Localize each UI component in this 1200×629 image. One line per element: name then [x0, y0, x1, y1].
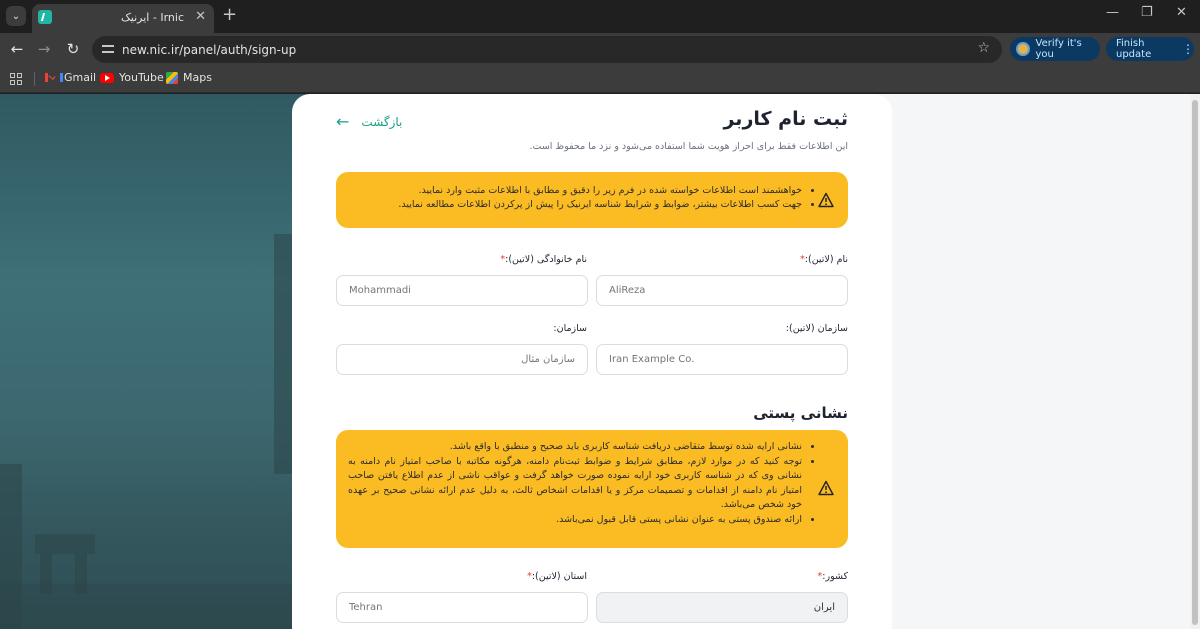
page-title: ثبت نام کاربر	[723, 108, 848, 130]
back-arrow-icon[interactable]: ←	[10, 40, 24, 58]
address-bar[interactable]	[92, 36, 1002, 63]
info-notice-alert	[336, 172, 848, 228]
restore-icon[interactable]: ❐	[1141, 5, 1153, 20]
tab-close-icon[interactable]: ✕	[195, 9, 206, 24]
notice-item: • جهت کسب اطلاعات بیشتر، ضوابط و شرایط شناسه ایرنیک را پیش از پرکردن اطلاعات مطالعه نمایید.	[348, 198, 802, 212]
tab-search-button[interactable]: ⌄	[6, 6, 26, 26]
label-text: کشور:	[822, 571, 848, 582]
org-input[interactable]	[336, 344, 588, 375]
postal-section-title: نشانی پستی	[753, 404, 848, 422]
last-name-input[interactable]	[336, 275, 588, 306]
page-subtitle: این اطلاعات فقط برای احراز هویت شما استفاده می‌شود و نزد ما محفوظ است.	[529, 141, 848, 152]
gmail-icon	[45, 73, 59, 83]
new-tab-button[interactable]: +	[222, 4, 238, 25]
bookmark-star-icon[interactable]: ☆	[977, 40, 990, 56]
org-latin-input[interactable]	[596, 344, 848, 375]
first-name-input[interactable]	[596, 275, 848, 306]
finish-update-button[interactable]	[1106, 37, 1194, 61]
required-mark: *	[527, 571, 532, 582]
bookmark-maps[interactable]	[166, 71, 212, 84]
url-text: new.nic.ir/panel/auth/sign-up	[122, 43, 297, 57]
label-text: نام خانوادگی (لاتین):	[505, 254, 587, 265]
browser-tab-active[interactable]	[32, 4, 214, 33]
country-select[interactable]: ایران	[596, 592, 848, 623]
page-scrollbar[interactable]	[1190, 94, 1200, 629]
province-label	[527, 571, 587, 582]
background-photo	[0, 94, 320, 629]
last-name-label	[500, 254, 587, 265]
browser-toolbar	[0, 33, 1200, 65]
irnic-favicon-icon	[38, 10, 52, 24]
bookmark-label: Maps	[183, 71, 212, 84]
tab-title: Irnic - ایرنیک	[120, 11, 184, 24]
maps-icon	[166, 72, 178, 84]
youtube-icon	[100, 73, 114, 83]
back-label: بازگشت	[361, 114, 403, 129]
required-mark: *	[500, 254, 506, 265]
signup-card	[292, 94, 892, 629]
back-link[interactable]	[336, 112, 402, 131]
site-info-icon[interactable]	[102, 42, 116, 56]
browser-tabbar	[0, 0, 1200, 33]
notice-item: • نشانی ارایه شده توسط متقاضی دریافت شناسه کاربری باید صحیح و منطبق با واقع باشد.	[348, 440, 802, 455]
country-label	[818, 571, 848, 582]
warning-icon	[818, 480, 834, 496]
first-name-label	[800, 254, 848, 265]
forward-arrow-icon[interactable]: →	[37, 40, 51, 58]
postal-notice-alert	[336, 430, 848, 548]
province-input[interactable]	[336, 592, 588, 623]
scrollbar-thumb[interactable]	[1192, 100, 1198, 625]
org-latin-label: سازمان (لاتین):	[785, 323, 848, 334]
required-mark: *	[817, 571, 823, 582]
reload-icon[interactable]: ↻	[66, 40, 80, 58]
minimize-icon[interactable]: —	[1106, 5, 1119, 20]
notice-item: • خواهشمند است اطلاعات خواسته شده در فرم زیر را دقیق و مطابق با اطلاعات مثبت وارد نمایید.	[348, 184, 802, 198]
notice-item: • توجه کنید که در موارد لازم، مطابق شرایط و ضوابط ثبت‌نام دامنه، هرگونه مکاتبه با صاحب امتیاز نام دامنه به نشانی وی که در شناسه کاربری خود ارایه نموده صورت خواهد گرفت و عواقب ناشی از عدم اطلاع یافتن صاحب امتیاز نام دامنه از اقدامات و تصمیمات مرکز و یا اقدامات اشخاص ثالث، به دلیل عدم ارائه نشانی صحیح بر عهده خود شخص می‌باشد.	[348, 455, 802, 513]
verify-label: Verify it's you	[1035, 38, 1082, 60]
bookmark-youtube[interactable]	[100, 71, 164, 84]
label-text: استان (لاتین):	[531, 571, 587, 582]
required-mark: *	[800, 254, 805, 265]
finish-update-label: Finish update	[1116, 38, 1152, 60]
profile-avatar-icon	[1016, 42, 1030, 56]
arrow-left-icon: ←	[336, 112, 350, 131]
notice-item: • ارائه صندوق پستی به عنوان نشانی پستی قابل قبول نمی‌باشد.	[348, 513, 802, 528]
warning-icon	[818, 192, 834, 208]
bookmarks-divider	[34, 72, 35, 86]
page-viewport	[0, 94, 1200, 629]
bookmarks-bar	[0, 65, 1200, 93]
bookmark-label: Gmail	[64, 71, 97, 84]
org-label: سازمان:	[553, 323, 587, 334]
window-close-icon[interactable]: ✕	[1176, 5, 1187, 20]
bookmark-gmail[interactable]	[45, 71, 96, 84]
verify-identity-button[interactable]	[1010, 37, 1100, 61]
apps-grid-icon[interactable]	[10, 73, 22, 85]
label-text: نام (لاتین):	[804, 254, 848, 265]
bookmark-label: YouTube	[119, 71, 164, 84]
more-menu-icon[interactable]: ⋮	[1182, 42, 1194, 56]
